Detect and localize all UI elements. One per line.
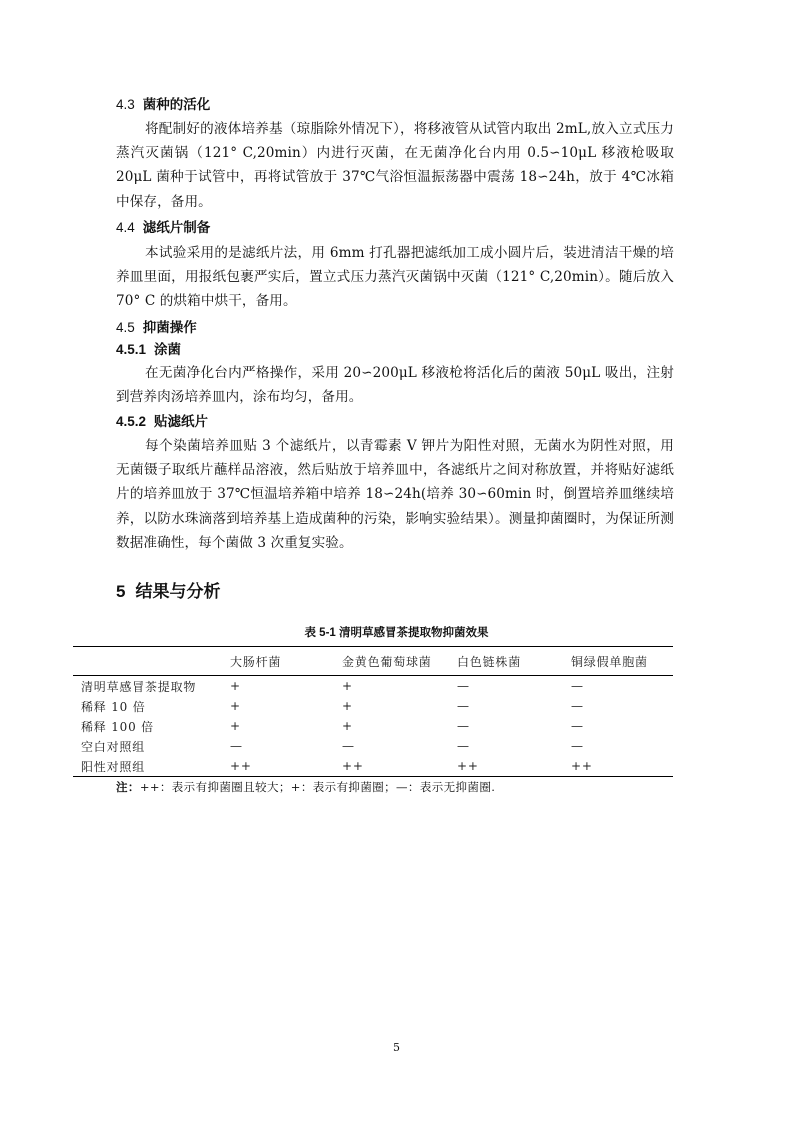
section-4-4-heading <box>116 218 210 238</box>
section-4-3-paragraph: 将配制好的液体培养基（琼脂除外情况下），将移液管从试管内取出 2mL,放入立式压力蒸汽灭菌锅（121° C,20min）内进行灭菌，在无菌净化台内用 0.5∽10μL 移液枪吸取 20μL 菌种于试管中，再将试管放于 37℃气浴恒温振荡器中震荡 18∽24h，放于 4℃冰箱中保存，备用。 <box>116 121 674 210</box>
table-cell: 清明草感冒茶提取物 <box>81 679 197 694</box>
section-title: 涂菌 <box>154 342 182 357</box>
table-cell: — <box>230 739 243 753</box>
section-number: 4.5.2 <box>116 414 147 429</box>
section-4-5-heading <box>116 318 197 338</box>
table-cell: — <box>571 719 584 733</box>
table-cell: — <box>457 719 470 733</box>
table-header-cell: 金黄色葡萄球菌 <box>334 647 449 676</box>
note-text: ++：表示有抑菌圈且较大；+：表示有抑菌圈；—：表示无抑菌圈. <box>139 780 496 794</box>
table-cell: — <box>457 699 470 713</box>
table-cell: ++ <box>449 756 563 777</box>
section-number: 4.5.1 <box>116 342 147 357</box>
table-cell: + <box>342 699 353 713</box>
table-row <box>73 676 673 697</box>
section-4-3-heading <box>116 95 210 115</box>
section-5-heading <box>116 580 220 604</box>
table-cell: + <box>230 719 241 733</box>
section-4-5-1-paragraph: 在无菌净化台内严格操作，采用 20∽200μL 移液枪将活化后的菌液 50μL 吸出，注射到营养肉汤培养皿内，涂布均匀，备用。 <box>116 365 674 406</box>
table-cell: 稀释 10 倍 <box>81 699 146 714</box>
section-title: 贴滤纸片 <box>154 414 209 429</box>
table-header-row <box>73 647 673 676</box>
section-title: 菌种的活化 <box>142 97 211 112</box>
table-cell: ++ <box>563 756 673 777</box>
table-row <box>73 716 673 736</box>
section-4-5-1-heading <box>116 340 181 360</box>
results-table <box>73 646 673 777</box>
table-cell: — <box>457 679 470 693</box>
section-4-5-2-paragraph: 每个染菌培养皿贴 3 个滤纸片，以青霉素 V 钾片为阳性对照，无菌水为阴性对照，用无菌镊子取纸片蘸样品溶液，然后贴放于培养皿中，各滤纸片之间对称放置，并将贴好滤纸片的培养皿放于 37℃恒温培养箱中培养 18∽24h(培养 30∽60min 时，倒置培养皿继续培养，以防水珠滴落到培养基上造成菌种的污染，影响实验结果）。测量抑菌圈时，为保证所测数据准确性，每个菌做 3 次重复实验。 <box>116 438 674 551</box>
section-title: 滤纸片制备 <box>142 220 211 235</box>
table-cell: 空白对照组 <box>81 739 146 754</box>
table-note <box>116 778 495 797</box>
note-label: 注： <box>116 782 140 794</box>
table-row <box>73 756 673 777</box>
section-number: 5 <box>116 582 126 601</box>
section-number: 4.4 <box>116 220 135 235</box>
table-cell: + <box>230 679 241 693</box>
table-cell: ++ <box>222 756 334 777</box>
table-caption: 表 5-1 清明草感冒茶提取物抑菌效果 <box>304 627 489 639</box>
table-header-cell: 铜绿假单胞菌 <box>563 647 673 676</box>
table-cell: + <box>230 699 241 713</box>
section-4-5-2-heading <box>116 412 208 432</box>
section-4-4-paragraph: 本试验采用的是滤纸片法，用 6mm 打孔器把滤纸加工成小圆片后，装进清洁干燥的培养皿里面，用报纸包裹严实后，置立式压力蒸汽灭菌锅中灭菌（121° C,20min）。随后放入 70° C 的烘箱中烘干，备用。 <box>116 245 674 310</box>
table-cell: — <box>457 739 470 753</box>
table-row <box>73 696 673 716</box>
table-cell: — <box>571 699 584 713</box>
section-number: 4.3 <box>116 97 135 112</box>
table-cell: — <box>571 739 584 753</box>
section-title: 结果与分析 <box>135 582 221 601</box>
table-header-cell: 大肠杆菌 <box>222 647 334 676</box>
section-title: 抑菌操作 <box>142 320 197 335</box>
table-cell: ++ <box>334 756 449 777</box>
table-header-cell <box>73 647 222 676</box>
table-cell: 阳性对照组 <box>73 756 222 777</box>
table-cell: 稀释 100 倍 <box>81 719 154 734</box>
table-cell: + <box>342 719 353 733</box>
table-cell: — <box>342 739 355 753</box>
table-cell: — <box>571 679 584 693</box>
page-number: 5 <box>393 1041 400 1054</box>
table-row <box>73 736 673 756</box>
table-cell: + <box>342 679 353 693</box>
table-header-cell: 白色链株菌 <box>449 647 563 676</box>
section-number: 4.5 <box>116 320 135 335</box>
